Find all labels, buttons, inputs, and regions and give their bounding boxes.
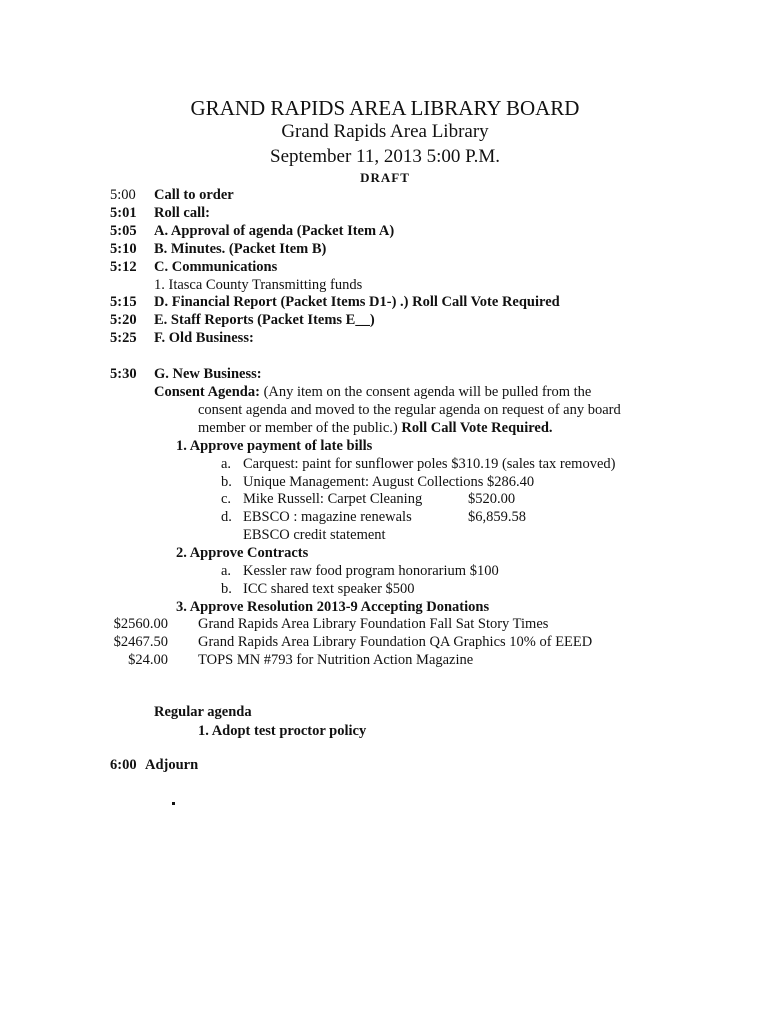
approve-late-bills: 1. Approve payment of late bills — [176, 438, 373, 454]
time-6-00: 6:00 — [110, 757, 137, 773]
bill-carquest: Carquest: paint for sunflower poles $310.19 (sales tax removed) — [243, 456, 616, 472]
draft-label: DRAFT — [360, 170, 410, 185]
agenda-item-a: A. Approval of agenda (Packet Item A) — [154, 223, 395, 239]
donation-text-1: Grand Rapids Area Library Foundation Fall Sat Story Times — [198, 616, 549, 632]
consent-agenda-label: Consent Agenda: — [154, 384, 260, 400]
contract-icc: ICC shared text speaker $500 — [243, 581, 415, 597]
consent-agenda-text-2: consent agenda and moved to the regular agenda on request of any board — [198, 402, 621, 418]
bill-ebsco: EBSCO : magazine renewals — [243, 509, 412, 525]
donation-amount-3: $24.00 — [128, 652, 168, 668]
approve-resolution: 3. Approve Resolution 2013-9 Accepting Donations — [176, 599, 490, 615]
call-to-order: Call to order — [154, 187, 234, 203]
time-5-05: 5:05 — [110, 223, 137, 239]
stray-mark — [172, 802, 175, 805]
consent-agenda-line-3 — [198, 420, 553, 437]
agenda-item-f: F. Old Business: — [154, 330, 254, 346]
ebsco-credit-statement: EBSCO credit statement — [243, 527, 386, 543]
bill-ebsco-amount: $6,859.58 — [468, 509, 526, 525]
contract-letter-a: a. — [221, 563, 232, 579]
bill-letter-c: c. — [221, 491, 232, 507]
agenda-item-c: C. Communications — [154, 259, 278, 275]
communication-item-1: 1. Itasca County Transmitting funds — [154, 277, 363, 293]
adopt-test-proctor-policy: 1. Adopt test proctor policy — [198, 723, 367, 739]
agenda-item-e: E. Staff Reports (Packet Items E__) — [154, 312, 375, 328]
donation-amount-1: $2560.00 — [113, 616, 168, 632]
consent-agenda-text-3: member or member of the public.) — [198, 420, 398, 436]
time-5-10: 5:10 — [110, 241, 137, 257]
meeting-datetime: September 11, 2013 5:00 P.M. — [270, 146, 500, 167]
time-5-00: 5:00 — [110, 187, 136, 203]
bill-letter-a: a. — [221, 456, 232, 472]
bill-carpet-cleaning: Mike Russell: Carpet Cleaning — [243, 491, 423, 507]
agenda-item-d: D. Financial Report (Packet Items D1-) .) Roll Call Vote Required — [154, 294, 560, 310]
approve-contracts: 2. Approve Contracts — [176, 545, 309, 561]
agenda-item-g: G. New Business: — [154, 366, 262, 382]
donation-text-3: TOPS MN #793 for Nutrition Action Magazine — [198, 652, 474, 668]
time-5-30: 5:30 — [110, 366, 137, 382]
roll-call-required: Roll Call Vote Required. — [401, 420, 553, 436]
donation-amount-2: $2467.50 — [113, 634, 168, 650]
library-name: Grand Rapids Area Library — [281, 121, 489, 142]
time-5-15: 5:15 — [110, 294, 137, 310]
agenda-item-b: B. Minutes. (Packet Item B) — [154, 241, 327, 257]
regular-agenda-heading: Regular agenda — [154, 704, 252, 720]
bill-unique-management: Unique Management: August Collections $286.40 — [243, 474, 535, 490]
consent-agenda-text-1: (Any item on the consent agenda will be pulled from the — [263, 384, 592, 400]
consent-agenda-line-1 — [154, 384, 591, 401]
time-5-20: 5:20 — [110, 312, 137, 328]
time-5-01: 5:01 — [110, 205, 137, 221]
board-title: GRAND RAPIDS AREA LIBRARY BOARD — [190, 96, 580, 120]
time-5-25: 5:25 — [110, 330, 137, 346]
bill-letter-b: b. — [221, 474, 232, 490]
contract-kessler: Kessler raw food program honorarium $100 — [243, 563, 499, 579]
contract-letter-b: b. — [221, 581, 232, 597]
time-5-12: 5:12 — [110, 259, 137, 275]
adjourn: Adjourn — [145, 757, 199, 773]
bill-letter-d: d. — [221, 509, 232, 525]
bill-carpet-amount: $520.00 — [468, 491, 516, 507]
roll-call: Roll call: — [154, 205, 210, 221]
donation-text-2: Grand Rapids Area Library Foundation QA Graphics 10% of EEED — [198, 634, 593, 650]
